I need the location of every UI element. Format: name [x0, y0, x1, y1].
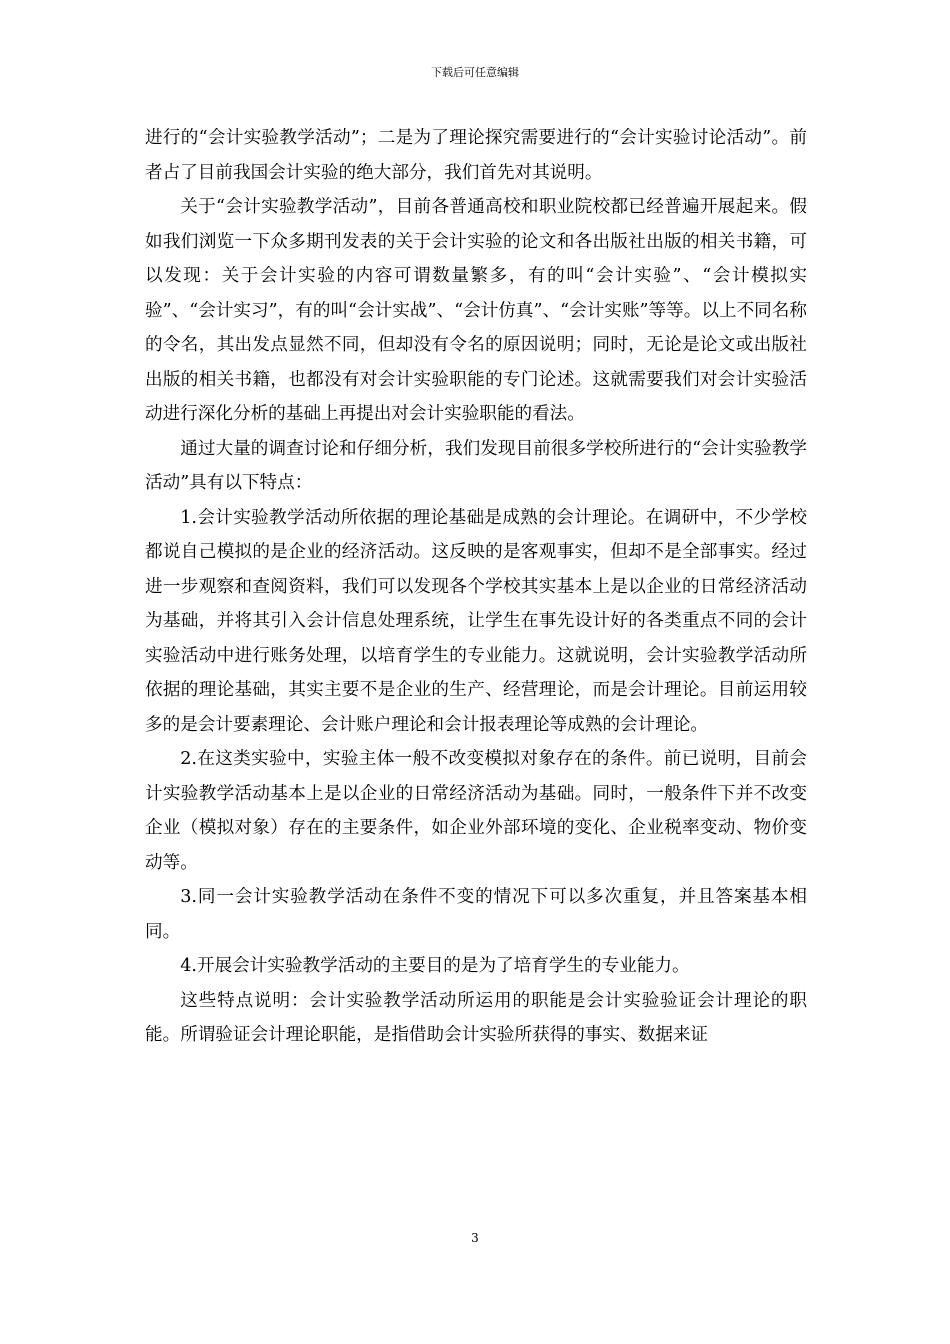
document-body: [145, 121, 807, 1053]
numbered-paragraph-4: 4.开展会计实验教学活动的主要目的是为了培育学生的专业能力。: [180, 956, 690, 976]
paragraph: 通过大量的调查讨论和仔细分析，我们发现目前很多学校所进行的“会计实验教学活动”具有以下特点：: [145, 438, 807, 493]
page-header: 下载后可任意编辑: [431, 66, 519, 79]
page-number: 3: [471, 1231, 479, 1245]
numbered-paragraph-3: 3.同一会计实验教学活动在条件不变的情况下可以多次重复，并且答案基本相同。: [145, 887, 807, 942]
paragraph: 关于“会计实验教学活动”，目前各普通高校和职业院校都已经普遍开展起来。假如我们浏览一下众多期刊发表的关于会计实验的论文和各出版社出版的相关书籍，可以发现：关于会计实验的内容可谓数量繁多，有的叫“会计实验”、“会计模拟实验”、“会计实习”，有的叫“会计实战”、“会计仿真”、“会计实账”等等。以上不同名称的令名，其出发点显然不同，但却没有令名的原因说明；同时，无论是论文或出版社出版的相关书籍，也都没有对会计实验职能的专门论述。这就需要我们对会计实验活动进行深化分析的基础上再提出对会计实验职能的看法。: [145, 197, 807, 424]
numbered-paragraph-2: 2.在这类实验中，实验主体一般不改变模拟对象存在的条件。前已说明，目前会计实验教学活动基本上是以企业的日常经济活动为基础。同时，一般条件下并不改变企业（模拟对象）存在的主要条件，如企业外部环境的变化、企业税率变动、物价变动等。: [145, 749, 807, 873]
numbered-paragraph-1: 1.会计实验教学活动所依据的理论基础是成熟的会计理论。在调研中，不少学校都说自己模拟的是企业的经济活动。这反映的是客观事实，但却不是全部事实。经过进一步观察和查阅资料，我们可以发现各个学校其实基本上是以企业的日常经济活动为基础，并将其引入会计信息处理系统，让学生在事先设计好的各类重点不同的会计实验活动中进行账务处理，以培育学生的专业能力。这就说明，会计实验教学活动所依据的理论基础，其实主要不是企业的生产、经营理论，而是会计理论。目前运用较多的是会计要素理论、会计账户理论和会计报表理论等成熟的会计理论。: [145, 507, 807, 735]
paragraph: 这些特点说明：会计实验教学活动所运用的职能是会计实验验证会计理论的职能。所谓验证会计理论职能，是指借助会计实验所获得的事实、数据来证: [145, 990, 807, 1045]
paragraph-continuation: 进行的“会计实验教学活动”；二是为了理论探究需要进行的“会计实验讨论活动”。前者占了目前我国会计实验的绝大部分，我们首先对其说明。: [145, 128, 807, 183]
